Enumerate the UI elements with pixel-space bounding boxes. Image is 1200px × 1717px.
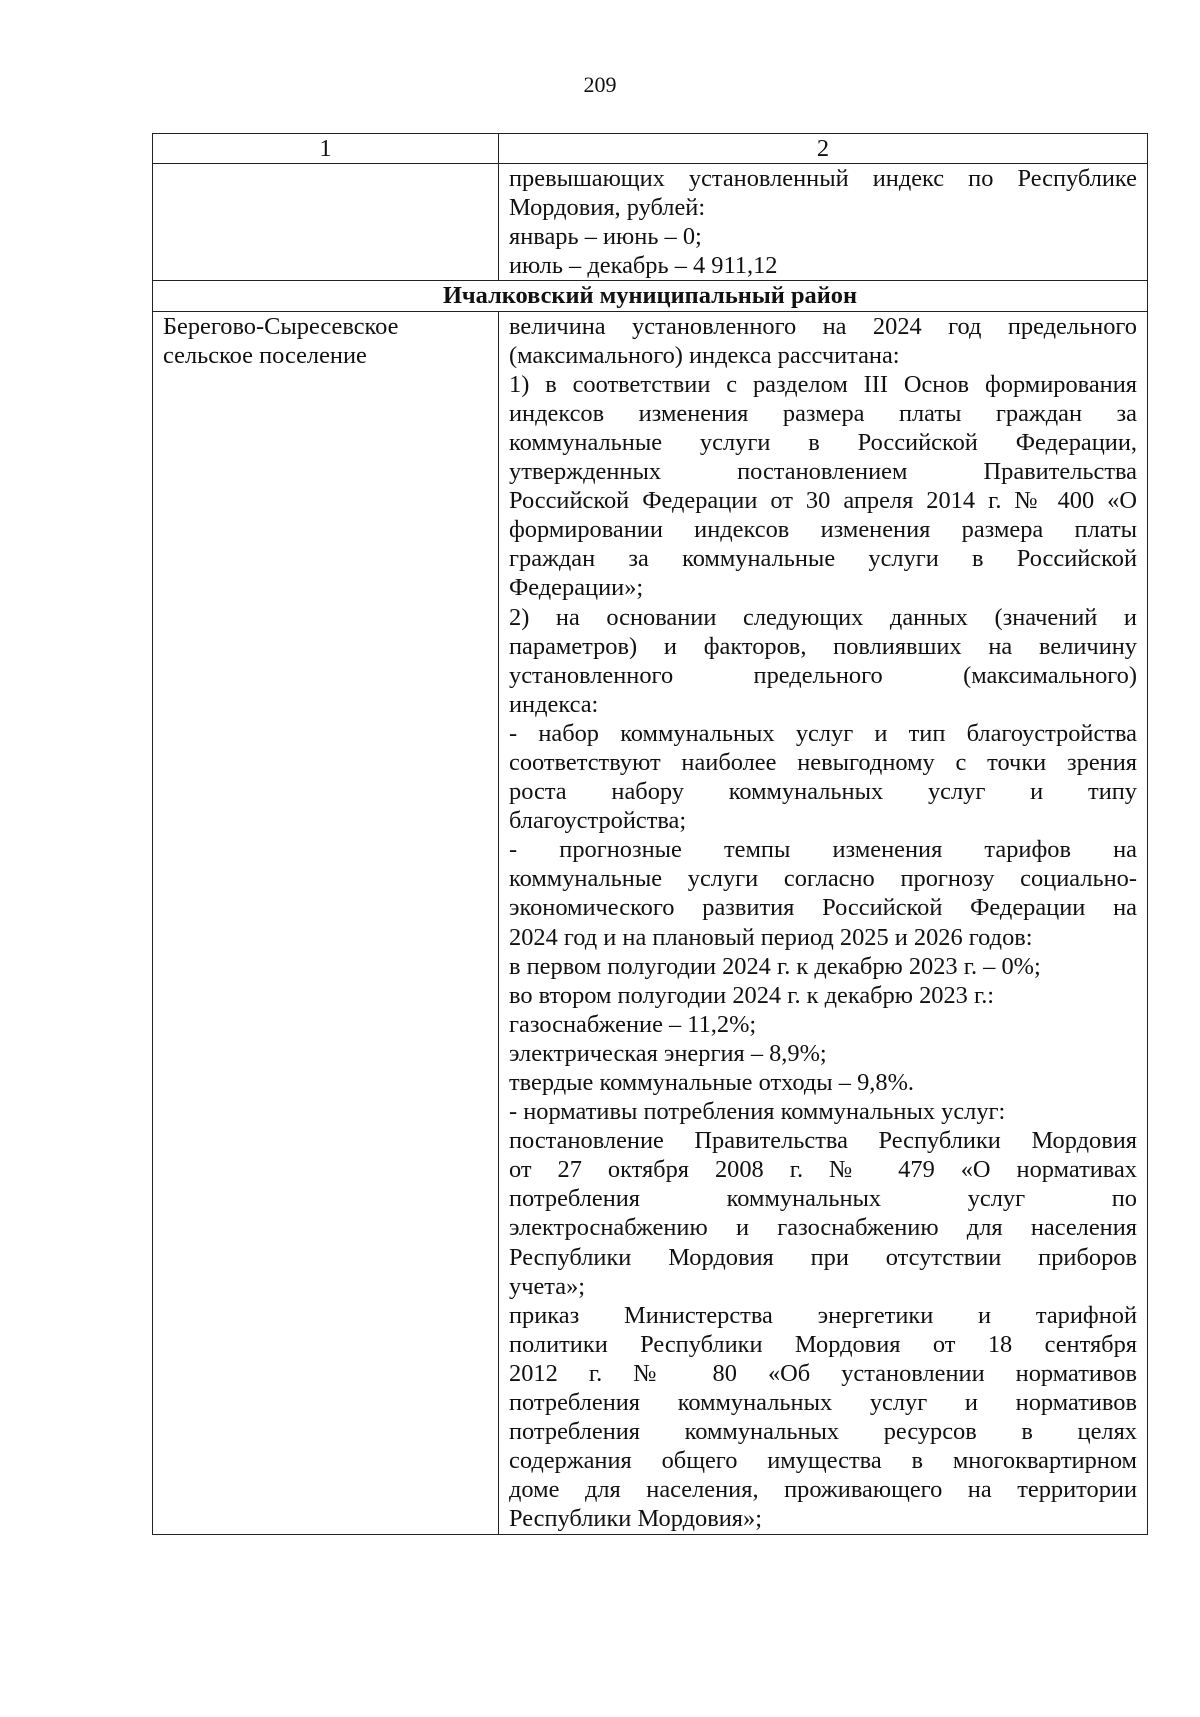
text-line: превышающих установленный индекс по Республике xyxy=(509,165,1137,193)
text-line: доме для населения, проживающего на территории xyxy=(509,1476,1137,1504)
text-line: индекса: xyxy=(509,690,599,718)
text-line: потребления коммунальных услуг по xyxy=(509,1185,1137,1213)
text-line: твердые коммунальные отходы – 9,8%. xyxy=(509,1069,914,1096)
text-line: постановление Правительства Республики Мордовия xyxy=(509,1127,1137,1155)
text-line: 1) в соответствии с разделом III Основ формирования xyxy=(509,370,1137,398)
tariff-index-table xyxy=(152,133,1148,1535)
text-line: учета»; xyxy=(509,1272,586,1300)
text-line: коммунальные услуги в Российской Федерации, xyxy=(509,428,1137,456)
text-line: Федерации»; xyxy=(509,574,644,602)
text-line: 2012 г. № 80 «Об установлении нормативов xyxy=(509,1359,1137,1387)
text-line: Российской Федерации от 30 апреля 2014 г. № 400 «О xyxy=(509,487,1137,515)
text-line: - прогнозные темпы изменения тарифов на xyxy=(509,836,1137,864)
text-line: Мордовия, рублей: xyxy=(509,194,706,222)
text-line: электрическая энергия – 8,9%; xyxy=(509,1039,827,1067)
text-line: во втором полугодии 2024 г. к декабрю 2023 г.: xyxy=(509,981,995,1009)
text-line: Республики Мордовия при отсутствии приборов xyxy=(509,1243,1137,1271)
text-line: индексов изменения размера платы граждан за xyxy=(509,399,1137,427)
municipality-row xyxy=(153,311,1148,1534)
text-line: - набор коммунальных услуг и тип благоустройства xyxy=(509,719,1137,747)
municipality-line: сельское поселение xyxy=(163,341,367,369)
region-row xyxy=(153,281,1148,311)
text-line: июль – декабрь – 4 911,12 xyxy=(509,252,778,280)
text-line: приказ Министерства энергетики и тарифной xyxy=(509,1301,1137,1329)
continuation-row xyxy=(153,164,1148,281)
text-line: благоустройства; xyxy=(509,807,687,835)
text-line: потребления коммунальных ресурсов в целях xyxy=(509,1418,1137,1446)
text-line: политики Республики Мордовия от 18 сентября xyxy=(509,1330,1137,1358)
continuation-empty-cell xyxy=(153,164,499,281)
text-line: - нормативы потребления коммунальных услуг: xyxy=(509,1098,1006,1126)
text-line: электроснабжению и газоснабжению для населения xyxy=(509,1214,1137,1242)
municipality-name xyxy=(153,311,499,1534)
text-line: от 27 октября 2008 г. № 479 «О нормативах xyxy=(509,1156,1137,1184)
text-line: установленного предельного (максимального) xyxy=(509,661,1137,689)
text-line: 2024 год и на плановый период 2025 и 2026 годов: xyxy=(509,923,1033,951)
text-line: экономического развития Российской Федерации на xyxy=(509,894,1137,922)
text-line: формировании индексов изменения размера платы xyxy=(509,516,1137,544)
text-line: Республики Мордовия»; xyxy=(509,1505,762,1533)
text-line: содержания общего имущества в многоквартирном xyxy=(509,1447,1137,1475)
text-line: величина установленного на 2024 год предельного xyxy=(509,312,1137,340)
column-header-1: 1 xyxy=(153,134,499,164)
text-line: газоснабжение – 11,2%; xyxy=(509,1010,757,1038)
index-description-cell xyxy=(499,311,1148,1534)
text-line: утвержденных постановлением Правительства xyxy=(509,458,1137,486)
text-line: (максимального) индекса рассчитана: xyxy=(509,341,900,369)
municipality-line: Берегово-Сыресевское xyxy=(163,312,399,340)
column-header-2: 2 xyxy=(499,134,1148,164)
region-title: Ичалковский муниципальный район xyxy=(153,281,1148,311)
text-line: соответствуют наиболее невыгодному с точки зрения xyxy=(509,748,1137,776)
text-line: граждан за коммунальные услуги в Российской xyxy=(509,545,1137,573)
continuation-cell xyxy=(499,164,1148,281)
page-number: 209 xyxy=(583,72,617,97)
text-line: потребления коммунальных услуг и нормативов xyxy=(509,1389,1137,1417)
table-header-row xyxy=(153,134,1148,164)
text-line: параметров) и факторов, повлиявших на величину xyxy=(509,632,1137,660)
text-line: роста набору коммунальных услуг и типу xyxy=(509,778,1137,806)
text-line: коммунальные услуги согласно прогнозу социально- xyxy=(509,865,1137,893)
text-line: в первом полугодии 2024 г. к декабрю 2023 г. – 0%; xyxy=(509,952,1041,980)
text-line: 2) на основании следующих данных (значений и xyxy=(509,603,1137,631)
text-line: январь – июнь – 0; xyxy=(509,223,702,251)
